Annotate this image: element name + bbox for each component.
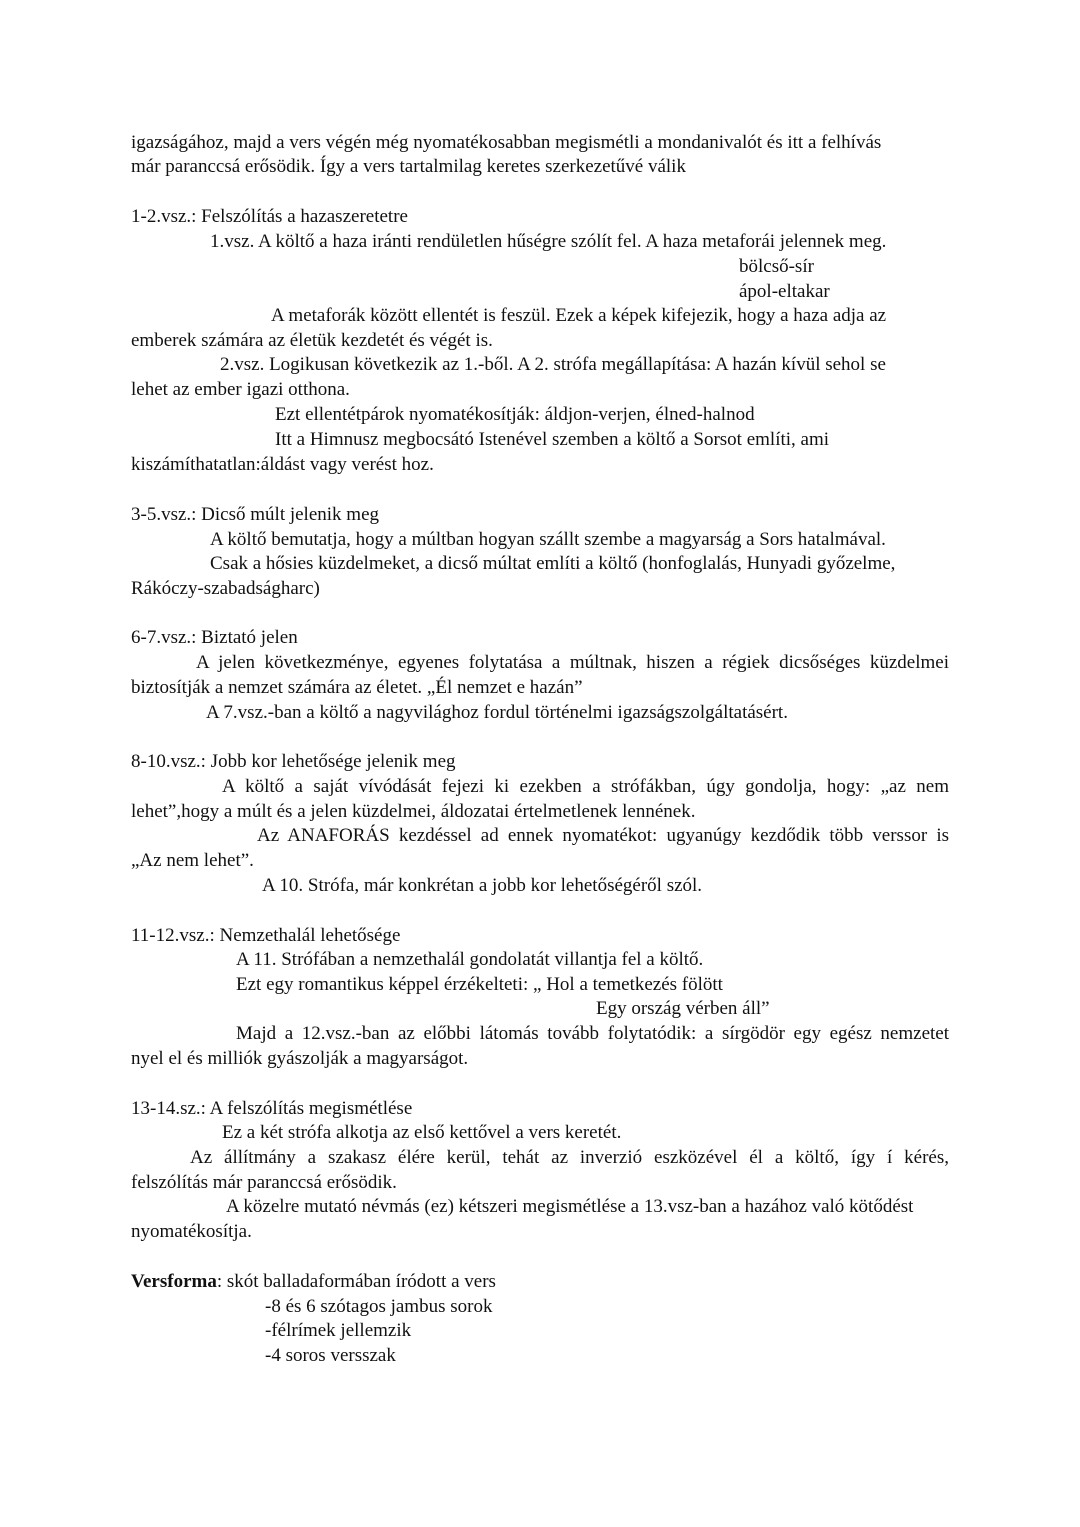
paragraph-line: A költő bemutatja, hogy a múltban hogyan szállt szembe a magyarság a Sors hatalmával.	[210, 529, 886, 550]
list-item: -8 és 6 szótagos jambus sorok	[265, 1296, 493, 1317]
paragraph-line: biztosítják a nemzet számára az életet. „Él nemzet e hazán”	[131, 677, 583, 698]
paragraph-line: Csak a hősies küzdelmeket, a dicső múltat említi a költő (honfoglalás, Hunyadi győzelme,	[210, 553, 896, 574]
quote-line: Egy ország vérben áll”	[596, 998, 770, 1019]
paragraph-line: Ezt egy romantikus képpel érzékelteti: „ Hol a temetkezés fölött	[236, 974, 723, 995]
paragraph-line: Itt a Himnusz megbocsátó Istenével szemben a költő a Sorsot említi, ami	[275, 429, 830, 450]
paragraph-line: A 7.vsz.-ban a költő a nagyvilághoz fordul történelmi igazságszolgáltatásért.	[206, 702, 788, 723]
section-heading-1-2: 1-2.vsz.: Felszólítás a hazaszeretetre	[131, 206, 408, 227]
intro-line-2: már paranccsá erősödik. Így a vers tartalmilag keretes szerkezetűvé válik	[131, 156, 686, 177]
paragraph-line: A költő a saját vívódását fejezi ki ezekben a strófákban, úgy gondolja, hogy: „az nem	[222, 776, 949, 797]
section-heading-11-12: 11-12.vsz.: Nemzethalál lehetősége	[131, 925, 401, 946]
paragraph-line: A közelre mutató névmás (ez) kétszeri megismétlése a 13.vsz-ban a hazához való kötődést	[226, 1196, 914, 1217]
versforma-label: Versforma	[131, 1271, 217, 1292]
section-heading-3-5: 3-5.vsz.: Dicső múlt jelenik meg	[131, 504, 380, 525]
metaphor-pair: ápol-eltakar	[739, 281, 830, 302]
metaphor-pair: bölcső-sír	[739, 256, 814, 277]
paragraph-line: Az állítmány a szakasz élére kerül, tehát az inverzió eszközével él a költő, így í kérés,	[190, 1147, 949, 1168]
intro-line-1: igazságához, majd a vers végén még nyomatékosabban megismétli a mondanivalót és itt a felhívás	[131, 132, 882, 153]
list-item: -félrímek jellemzik	[265, 1320, 412, 1341]
versforma-text: : skót balladaformában íródott a vers	[216, 1271, 496, 1292]
paragraph-line: 1.vsz. A költő a haza iránti rendületlen hűségre szólít fel. A haza metaforái jelennek meg.	[210, 231, 887, 252]
paragraph-line: „Az nem lehet”.	[131, 850, 254, 871]
paragraph-line: kiszámíthatatlan:áldást vagy verést hoz.	[131, 454, 434, 475]
paragraph-line: A 10. Strófa, már konkrétan a jobb kor lehetőségéről szól.	[262, 875, 703, 896]
paragraph-line: felszólítás már paranccsá erősödik.	[131, 1172, 397, 1193]
versforma-line	[131, 1270, 496, 1294]
paragraph-line: lehet”,hogy a múlt és a jelen küzdelmei, áldozatai értelmetlenek lennének.	[131, 801, 696, 822]
paragraph-line: A metaforák között ellentét is feszül. Ezek a képek kifejezik, hogy a haza adja az	[271, 305, 887, 326]
paragraph-line: nyel el és milliók gyászolják a magyarságot.	[131, 1048, 469, 1069]
paragraph-line: Rákóczy-szabadságharc)	[131, 578, 320, 599]
paragraph-line: emberek számára az életük kezdetét és végét is.	[131, 330, 493, 351]
paragraph-line: Ezt ellentétpárok nyomatékosítják: áldjon-verjen, élned-halnod	[275, 404, 755, 425]
paragraph-line: Az ANAFORÁS kezdéssel ad ennek nyomatékot: ugyanúgy kezdődik több verssor is	[257, 825, 949, 846]
section-heading-13-14: 13-14.sz.: A felszólítás megismétlése	[131, 1098, 413, 1119]
paragraph-line: A 11. Strófában a nemzethalál gondolatát villantja fel a költő.	[236, 949, 704, 970]
paragraph-line: nyomatékosítja.	[131, 1221, 252, 1242]
paragraph-line: 2.vsz. Logikusan következik az 1.-ből. A 2. strófa megállapítása: A hazán kívül sehol se	[220, 354, 886, 375]
section-heading-8-10: 8-10.vsz.: Jobb kor lehetősége jelenik meg	[131, 751, 456, 772]
paragraph-line: A jelen következménye, egyenes folytatása a múltnak, hiszen a régiek dicsőséges küzdelmei	[196, 652, 949, 673]
list-item: -4 soros versszak	[265, 1345, 396, 1366]
paragraph-line: Majd a 12.vsz.-ban az előbbi látomás tovább folytatódik: a sírgödör egy egész nemzetet	[236, 1023, 949, 1044]
paragraph-line: Ez a két strófa alkotja az első kettővel a vers keretét.	[222, 1122, 622, 1143]
paragraph-line: lehet az ember igazi otthona.	[131, 379, 350, 400]
section-heading-6-7: 6-7.vsz.: Biztató jelen	[131, 627, 298, 648]
